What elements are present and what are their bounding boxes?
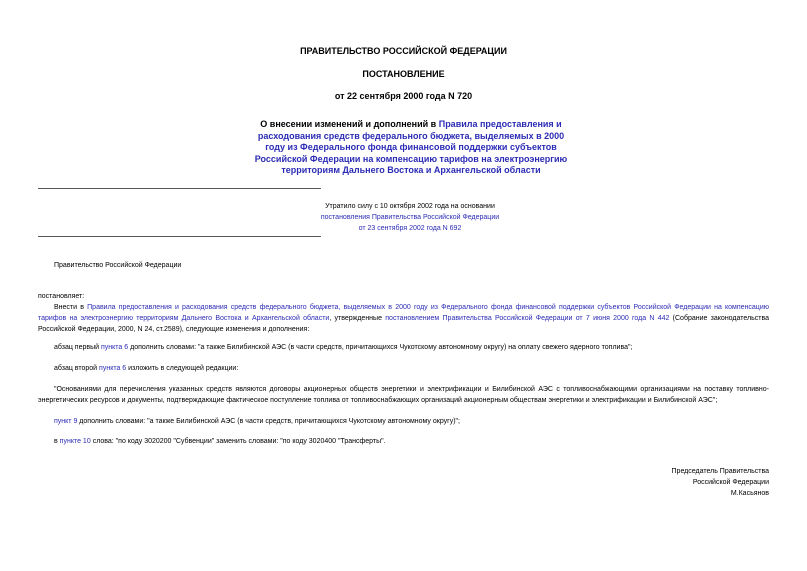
title-prefix: О внесении изменений и дополнений в [260, 119, 437, 129]
preamble-paragraph: Правительство Российской Федерации [54, 262, 182, 269]
status-note [300, 201, 520, 234]
document-title [250, 119, 572, 177]
p3-text-2: изложить в следующей редакции: [128, 365, 239, 372]
item-6-link-2[interactable]: пункта 6 [99, 365, 127, 372]
document-date-heading: от 22 сентября 2000 года N 720 [334, 91, 473, 101]
p6-text-2: слова: "по коду 3020200 "Субвенции" заменить словами: "по коду 3020400 "Трансферты". [92, 438, 386, 445]
paragraph-item6-first [38, 342, 769, 353]
repeal-decree-link[interactable]: постановления Правительства Российской Федерации [320, 214, 500, 221]
paragraph-amend-intro [38, 302, 769, 335]
item-10-link[interactable]: пункте 10 [59, 438, 91, 445]
paragraph-item10 [38, 436, 769, 447]
title-rules-link[interactable]: Правила предоставления и расходования средств федерального бюджета, выделяемых в 2000 году из Федерального фонда финансовой поддержки субъектов Российской Федерации на компенсацию тарифов на электроэнергию территориям Дальнего Востока и Архангельской области [254, 119, 568, 175]
p3-text-1: абзац второй [54, 365, 98, 372]
p2-text-2: дополнить словами: "а также Билибинской АЭС (в части средств, причитающихся Чукотскому автономному округу) на оплату свежего ядерного топлива"; [130, 344, 633, 351]
p1-text-2: , утвержденные [329, 315, 382, 322]
paragraph-new-wording: "Основаниями для перечисления указанных средств являются договоры акционерных обществ энергетики и электрификации и Билибинской АЭС с топливоснабжающими организациями на поставку топливно-энергетических ресурсов и документы, подтверждающие фактическое поступление топлива от топливоснабжающих организаций акционерным обществам энергетики и электрификации и Билибинской АЭС"; [38, 386, 769, 404]
decrees-word: постановляет: [38, 293, 85, 300]
divider-top [38, 188, 321, 189]
p1-text-3: (Собрание законодательства Российской Федерации, 2000, N 24, ст.2589), следующие изменения и дополнения: [38, 315, 770, 333]
item-6-link-1[interactable]: пункта 6 [101, 344, 129, 351]
paragraph-item9 [38, 416, 769, 427]
item-9-link[interactable]: пункт 9 [54, 418, 78, 425]
repeal-decree-date-link[interactable]: от 23 сентября 2002 года N 692 [358, 225, 462, 232]
issuer-heading: ПРАВИТЕЛЬСТВО РОССИЙСКОЙ ФЕДЕРАЦИИ [300, 46, 507, 56]
signatory-name: М.Касьянов [730, 490, 769, 497]
rules-link[interactable]: Правила предоставления и расходования средств федерального бюджета, выделяемых в 2000 году из Федерального фонда финансовой поддержки субъектов Российской Федерации на компенсацию тарифов на электроэнергию территориям Дальнего Востока и Архангельской области [38, 304, 769, 322]
p1-text-1: Внести в [54, 304, 84, 311]
p2-text-1: абзац первый [54, 344, 100, 351]
divider-bottom [38, 236, 321, 237]
document-type-heading: ПОСТАНОВЛЕНИЕ [362, 69, 445, 79]
p6-text-1: в [54, 438, 58, 445]
signature-block [672, 466, 769, 499]
decree-442-link[interactable]: постановлением Правительства Российской Федерации от 7 июня 2000 года N 442 [385, 315, 670, 322]
signatory-position: Председатель Правительства [671, 468, 769, 475]
signatory-country: Российской Федерации [692, 479, 769, 486]
status-note-text: Утратило силу с 10 октября 2002 года на основании [325, 203, 495, 210]
p5-text: дополнить словами: "а также Билибинской АЭС (в части средств, причитающихся Чукотскому автономному округу)"; [79, 418, 460, 425]
paragraph-item6-second [38, 363, 769, 374]
